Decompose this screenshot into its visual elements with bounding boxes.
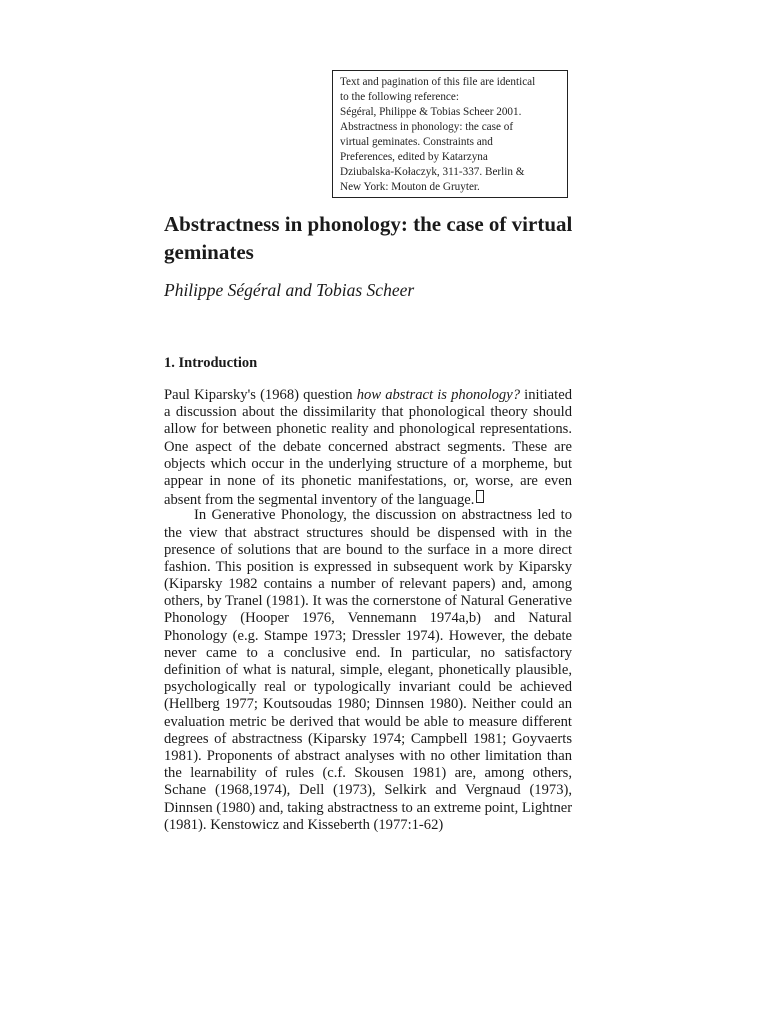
paragraph-line: objects which occur in the underlying structure of a morpheme, but <box>164 455 572 472</box>
reference-line: virtual geminates. Constraints and <box>340 136 493 148</box>
paragraph-line: the view that abstract structures should be dispensed with in the <box>164 524 572 541</box>
paragraph-line: Schane (1968,1974), Dell (1973), Selkirk and Vergnaud (1973), <box>164 782 572 799</box>
reference-note-box <box>332 70 568 198</box>
paragraph-line <box>164 387 572 404</box>
paragraph-line: Dinnsen (1980) and, taking abstractness to an extreme point, Lightner <box>164 799 573 816</box>
paragraph-line: a discussion about the dissimilarity that phonological theory should <box>164 404 572 421</box>
paragraph-line: psychologically real or typologically invariant could be achieved <box>164 679 572 696</box>
paragraph-line: 1981). Proponents of abstract analyses with no other limitation than <box>164 747 572 764</box>
text-run: Paul Kiparsky's (1968) question <box>164 387 357 403</box>
paragraph-line: fashion. This position is expressed in subsequent work by Kiparsky <box>164 558 572 575</box>
paragraph-line: the learnability of rules (c.f. Skousen 1981) are, among others, <box>164 765 572 782</box>
paper-authors: Philippe Ségéral and Tobias Scheer <box>164 280 415 300</box>
paragraph-line: presence of solutions that are bound to the surface in a more direct <box>164 541 572 558</box>
paragraph-line: Phonology (e.g. Stampe 1973; Dressler 1974). However, the debate <box>164 627 572 644</box>
paragraph-line: others, by Tranel (1981). It was the cornerstone of Natural Generative <box>164 593 572 610</box>
reference-line: Preferences, edited by Katarzyna <box>340 151 488 163</box>
text-run: initiated <box>520 387 572 403</box>
paragraph-line: never came to a conclusive end. In particular, no satisfactory <box>164 644 572 661</box>
reference-line: to the following reference: <box>340 91 459 103</box>
reference-line: Ségéral, Philippe & Tobias Scheer 2001. <box>340 106 522 118</box>
reference-line: New York: Mouton de Gruyter. <box>340 181 480 193</box>
paper-title: Abstractness in phonology: the case of virtual geminates <box>164 212 573 264</box>
paragraph-line: evaluation metric be derived that would be able to measure different <box>164 713 572 730</box>
paragraph-line: (Hellberg 1977; Koutsoudas 1980; Dinnsen 1980). Neither could an <box>164 696 572 713</box>
text-run: absent from the segmental inventory of the language. <box>164 492 475 509</box>
paragraph-line: (1981). Kenstowicz and Kisseberth (1977:1-62) <box>164 816 444 833</box>
body-text <box>164 387 572 834</box>
reference-line: Abstractness in phonology: the case of <box>340 121 514 133</box>
paragraph-line: degrees of abstractness (Kiparsky 1974; Campbell 1981; Goyvaerts <box>164 730 572 747</box>
italic-question: how abstract is phonology? <box>356 387 521 403</box>
paragraph-line: Phonology (Hooper 1976, Vennemann 1974a,b) and Natural <box>164 610 572 627</box>
footnote-marker-icon[interactable] <box>476 490 484 503</box>
reference-line: Dziubalska-Kołaczyk, 311-337. Berlin & <box>340 166 525 178</box>
reference-line: Text and pagination of this file are identical <box>340 76 536 88</box>
paragraph-line: allow for between phonetic reality and phonological representations. <box>164 421 572 438</box>
paragraph-line: appear in none of its phonetic manifestations, or, worse, are even <box>164 472 572 489</box>
section-heading: 1. Introduction <box>164 355 258 371</box>
paragraph-line: definition of what is natural, simple, elegant, phonetically plausible, <box>164 662 572 678</box>
paragraph-line: One aspect of the debate concerned abstract segments. These are <box>164 438 572 455</box>
paragraph-line: (Kiparsky 1982 contains a number of relevant papers) and, among <box>164 576 572 593</box>
paragraph-line <box>164 490 572 507</box>
paragraph-line: In Generative Phonology, the discussion on abstractness led to <box>194 507 572 524</box>
